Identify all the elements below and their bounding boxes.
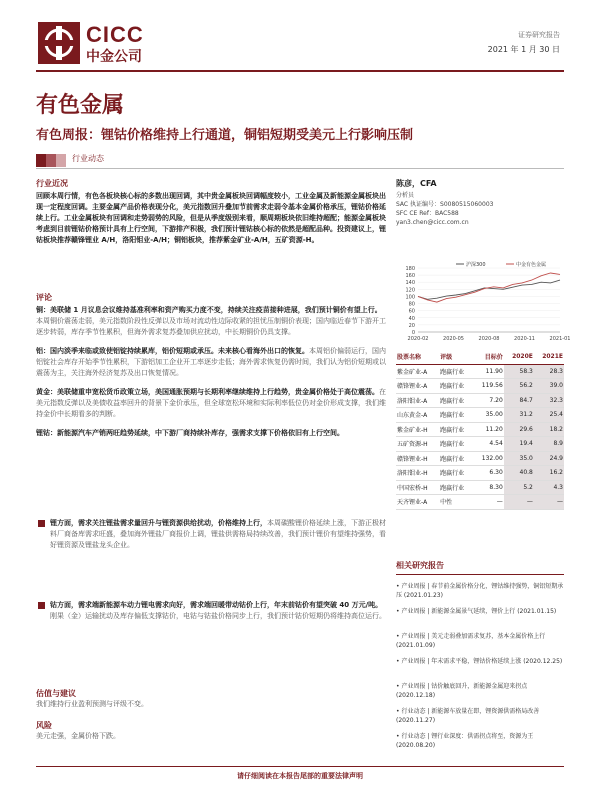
lithium-cobalt-comment: 锂钴：新能源汽车产销两旺趋势延续，中下游厂商持续补库存，强需求支撑下价格依旧有上行空间。 xyxy=(36,429,344,437)
table-cell: 8.9 xyxy=(534,437,564,452)
table-cell: 五矿资源-H xyxy=(396,437,439,452)
table-cell: 16.2 xyxy=(534,466,564,481)
valuation-text: 我们维持行业盈利预测与评级不变。 xyxy=(36,700,148,708)
aluminum-comment-bold: 铝：国内淡季来临或致使铝锭持续累库，铝价短期或承压。未来核心看海外出口的恢复。 xyxy=(36,347,309,355)
table-cell: 32.3 xyxy=(534,393,564,408)
table-row xyxy=(396,408,564,423)
table-cell: 28.3 xyxy=(534,364,564,379)
bullet-square-icon xyxy=(38,602,45,609)
table-cell: 29.6 xyxy=(504,422,534,437)
table-row xyxy=(396,364,564,379)
y-tick-label: 80 xyxy=(408,301,415,308)
table-row xyxy=(396,495,564,510)
report-type: 证券研究报告 xyxy=(518,31,560,39)
related-report-link[interactable]: • 产业周报 | 年末需求平稳，锂钴价格延续上涨 (2020.12.25) xyxy=(396,658,563,665)
y-tick-label: 20 xyxy=(408,322,415,329)
table-header-cell: 股票名称 xyxy=(396,350,439,364)
table-cell: — xyxy=(534,495,564,510)
footer-divider xyxy=(36,766,564,767)
bullet-square-icon xyxy=(38,520,45,527)
table-cell: 跑赢行业 xyxy=(439,364,473,379)
overview-paragraph: 回顾本周行情，有色各板块核心标的多数出现回调，其中贵金属板块回调幅度较小，工业金属及新能源金属板块出现一定程度回调。主要金属产品价格表现分化，美元指数回升叠加节前需求走弱令基本金属价格承压，锂钴价格延续上行。工业金属板块有回调和走势弱势的风险，但是从季度级别来看，顺周期板块依旧维持超配；能源金属板块考虑到目前锂钴价格预计具有上行空间，下游排产积极，我们预计锂钴核心标的依然是超配品种。投资建议上，锂钴板块推荐赣锋锂业 A/H，洛阳钼业-A/H；铜铝板块，推荐紫金矿业-A/H，五矿资源-H。 xyxy=(36,192,386,244)
table-cell: 18.2 xyxy=(534,422,564,437)
copper-comment-text: 本周铜价震荡走弱，美元指数阶段性反弹以及市场对流动性边际收紧的担忧压制铜价表现；国内临近春节下游开工逐步转弱，库存季节性累积，但海外需求复苏叠加供应扰动，中长期铜价仍具支撑。 xyxy=(36,317,386,336)
table-header-cell: 2021E xyxy=(534,350,564,364)
comment-section xyxy=(36,292,388,439)
table-cell: 中国宏桥-H xyxy=(396,480,439,495)
table-cell: 跑赢行业 xyxy=(439,437,473,452)
table-cell: 跑赢行业 xyxy=(439,393,473,408)
y-tick-label: 140 xyxy=(405,280,415,287)
related-report-link[interactable]: • 产业周报 | 春节前金属价格分化，锂钴维持强势，铜铝短期承压 (2021.01.23) xyxy=(396,583,564,599)
table-cell: 25.4 xyxy=(534,408,564,423)
related-report-link[interactable]: • 行业动态 | 新能源车放量在即，锂资源供需格局改善 (2020.11.27) xyxy=(396,708,540,724)
table-cell: 11.90 xyxy=(473,364,503,379)
y-tick-label: 60 xyxy=(408,308,415,315)
table-cell: — xyxy=(473,495,503,510)
table-cell: 6.30 xyxy=(473,466,503,481)
table-cell: 跑赢行业 xyxy=(439,451,473,466)
table-cell: 跑赢行业 xyxy=(439,480,473,495)
table-cell: 11.20 xyxy=(473,422,503,437)
table-cell: 跑赢行业 xyxy=(439,408,473,423)
comment-heading: 评论 xyxy=(36,293,52,302)
table-cell: — xyxy=(504,495,534,510)
table-header-cell: 评级 xyxy=(439,350,473,364)
table-cell: 132.00 xyxy=(473,451,503,466)
analyst-role: 分析员 xyxy=(396,192,415,199)
table-cell: 天齐锂业-A xyxy=(396,495,439,510)
table-cell: 35.00 xyxy=(473,408,503,423)
table-cell: 40.8 xyxy=(504,466,534,481)
table-cell: 39.0 xyxy=(534,379,564,394)
overview-section xyxy=(36,178,388,246)
stock-table xyxy=(396,350,564,510)
table-cell: 84.7 xyxy=(504,393,534,408)
table-cell: 7.20 xyxy=(473,393,503,408)
gold-comment-bold: 黄金：美联储重申宽松货币政策立场，美国通胀预期与长期利率继续维持上行趋势，贵金属价格处于高位震荡。 xyxy=(36,388,379,396)
cobalt-bullet xyxy=(36,600,388,622)
table-cell: 紫金矿业-A xyxy=(396,364,439,379)
tag-color-bar xyxy=(36,152,66,165)
y-tick-label: 180 xyxy=(405,266,415,272)
related-divider xyxy=(396,574,564,575)
y-tick-label: 40 xyxy=(408,315,415,322)
header-divider xyxy=(36,70,564,72)
table-cell: 赣锋锂业-A xyxy=(396,379,439,394)
y-tick-label: 0 xyxy=(411,330,415,336)
x-tick-label: 2020-08 xyxy=(478,336,500,342)
legend-label: 沪深300 xyxy=(466,262,486,268)
table-cell: 紫金矿业-H xyxy=(396,422,439,437)
table-cell: 119.56 xyxy=(473,379,503,394)
risk-section xyxy=(36,720,388,742)
y-tick-label: 160 xyxy=(405,273,415,280)
table-header-cell: 目标价 xyxy=(473,350,503,364)
analyst-sac: SAC 执证编号：S0080515060003 xyxy=(396,201,494,208)
table-cell: 31.2 xyxy=(504,408,534,423)
table-cell: 8.30 xyxy=(473,480,503,495)
table-row xyxy=(396,437,564,452)
overview-heading: 行业近况 xyxy=(36,179,68,188)
x-tick-label: 2020-11 xyxy=(514,336,535,342)
lithium-bullet xyxy=(36,518,388,551)
related-report-link[interactable]: • 产业周报 | 新能源金属景气延续，锂价上行 (2021.01.15) xyxy=(396,608,557,615)
table-cell: 58.3 xyxy=(504,364,534,379)
table-row xyxy=(396,480,564,495)
valuation-heading: 估值与建议 xyxy=(36,689,76,698)
tag-divider xyxy=(36,168,564,169)
lithium-bullet-bold: 锂方面，需求关注锂盐需求量回升与锂资源供给扰动，价格维持上行， xyxy=(50,519,267,527)
table-header-row xyxy=(396,350,564,364)
copper-comment-bold: 铜：美联储 1 月议息会议维持基准利率和资产购买力度不变，持续关注疫苗接种进展，我们预计铜价有望上行。 xyxy=(36,306,382,314)
table-cell: 洛阳钼业-H xyxy=(396,466,439,481)
performance-chart xyxy=(396,258,571,344)
brand-name-en: CICC xyxy=(86,22,144,47)
table-cell: 4.54 xyxy=(473,437,503,452)
sector-title: 有色金属 xyxy=(36,93,125,118)
brand-name-cn: 中金公司 xyxy=(86,49,142,65)
table-row xyxy=(396,393,564,408)
table-row xyxy=(396,379,564,394)
analyst-block xyxy=(396,178,564,227)
y-tick-label: 120 xyxy=(405,287,415,294)
risk-heading: 风险 xyxy=(36,721,52,730)
valuation-section xyxy=(36,688,388,710)
cobalt-bullet-bold: 钴方面，需求端新能源车动力锂电需求向好，需求端回暖带动钴价上行，年末前钴价有望突破 40 万元/吨。 xyxy=(50,601,383,609)
table-cell: 19.4 xyxy=(504,437,534,452)
lithium-bullet-text: 本周碳酸锂价格延续上涨，下游正极材料厂商备库需求旺盛，叠加海外锂盐厂商报价上调，锂盐供需格局持续改善，我们预计锂价有望维持强势，看好锂资源及锂盐龙头企业。 xyxy=(50,519,386,549)
aluminum-comment-text: 本周铝价偏弱运行，国内铝锭社会库存开始季节性累积，下游铝加工企业开工率逐步走低；海外需求恢复仍需时间，我们认为铝价短期或以震荡为主，关注海外经济复苏及出口恢复情况。 xyxy=(36,347,386,377)
analyst-name: 陈彦，CFA xyxy=(396,179,437,188)
analyst-sfc: SFC CE Ref：BAC588 xyxy=(396,210,459,217)
cicc-logo-icon xyxy=(38,22,80,64)
table-cell: 中性 xyxy=(439,495,473,510)
table-cell: 山东黄金-A xyxy=(396,408,439,423)
related-report-link[interactable]: • 产业周报 | 钴价触底回升，新能源金属迎来拐点 (2020.12.18) xyxy=(396,683,528,699)
table-cell: 35.0 xyxy=(504,451,534,466)
related-report-link[interactable]: • 行业动态 | 锂行业深度：供需拐点将至，资源为王 (2020.08.20) xyxy=(396,733,534,749)
analyst-email[interactable]: yan3.chen@cicc.com.cn xyxy=(396,219,469,226)
footer-disclaimer: 请仔细阅读在本报告尾部的重要法律声明 xyxy=(237,772,363,780)
table-cell: 5.2 xyxy=(504,480,534,495)
gold-comment-text: 在美元指数反弹以及美债收益率回升的背景下金价承压，但全球宽松环境和实际利率低位仍对金价形成支撑，我们维持金价中长期看多的判断。 xyxy=(36,388,386,418)
table-cell: 跑赢行业 xyxy=(439,422,473,437)
table-cell: 赣锋锂业-H xyxy=(396,451,439,466)
y-tick-label: 100 xyxy=(405,294,415,301)
table-row xyxy=(396,451,564,466)
x-tick-label: 2021-01 xyxy=(549,336,571,342)
related-reports-heading: 相关研究报告 xyxy=(396,561,444,570)
cobalt-bullet-text: 刚果（金）运输扰动及库存偏低支撑钴价，电钴与钴盐价格同步上行，我们预计钴价短期仍将维持高位运行。 xyxy=(50,612,386,620)
x-tick-label: 2020-02 xyxy=(407,336,429,342)
x-tick-label: 2020-05 xyxy=(443,336,464,342)
table-cell: 4.3 xyxy=(534,480,564,495)
table-cell: 跑赢行业 xyxy=(439,379,473,394)
table-cell: 洛阳钼业-A xyxy=(396,393,439,408)
related-report-link[interactable]: • 产业周报 | 美元走弱叠加需求复苏，基本金属价格上行 (2021.01.09) xyxy=(396,633,546,649)
risk-text: 美元走强，金属价格下跌。 xyxy=(36,732,120,740)
table-row xyxy=(396,466,564,481)
legend-label: 中金有色金属 xyxy=(516,262,547,268)
report-date: 2021 年 1 月 30 日 xyxy=(487,45,560,54)
table-cell: 跑赢行业 xyxy=(439,466,473,481)
report-tag: 行业动态 xyxy=(72,154,104,163)
table-row xyxy=(396,422,564,437)
table-header-cell: 2020E xyxy=(504,350,534,364)
table-cell: 24.9 xyxy=(534,451,564,466)
report-title: 有色周报：锂钴价格维持上行通道，铜铝短期受美元上行影响压制 xyxy=(36,128,414,143)
table-cell: 56.2 xyxy=(504,379,534,394)
